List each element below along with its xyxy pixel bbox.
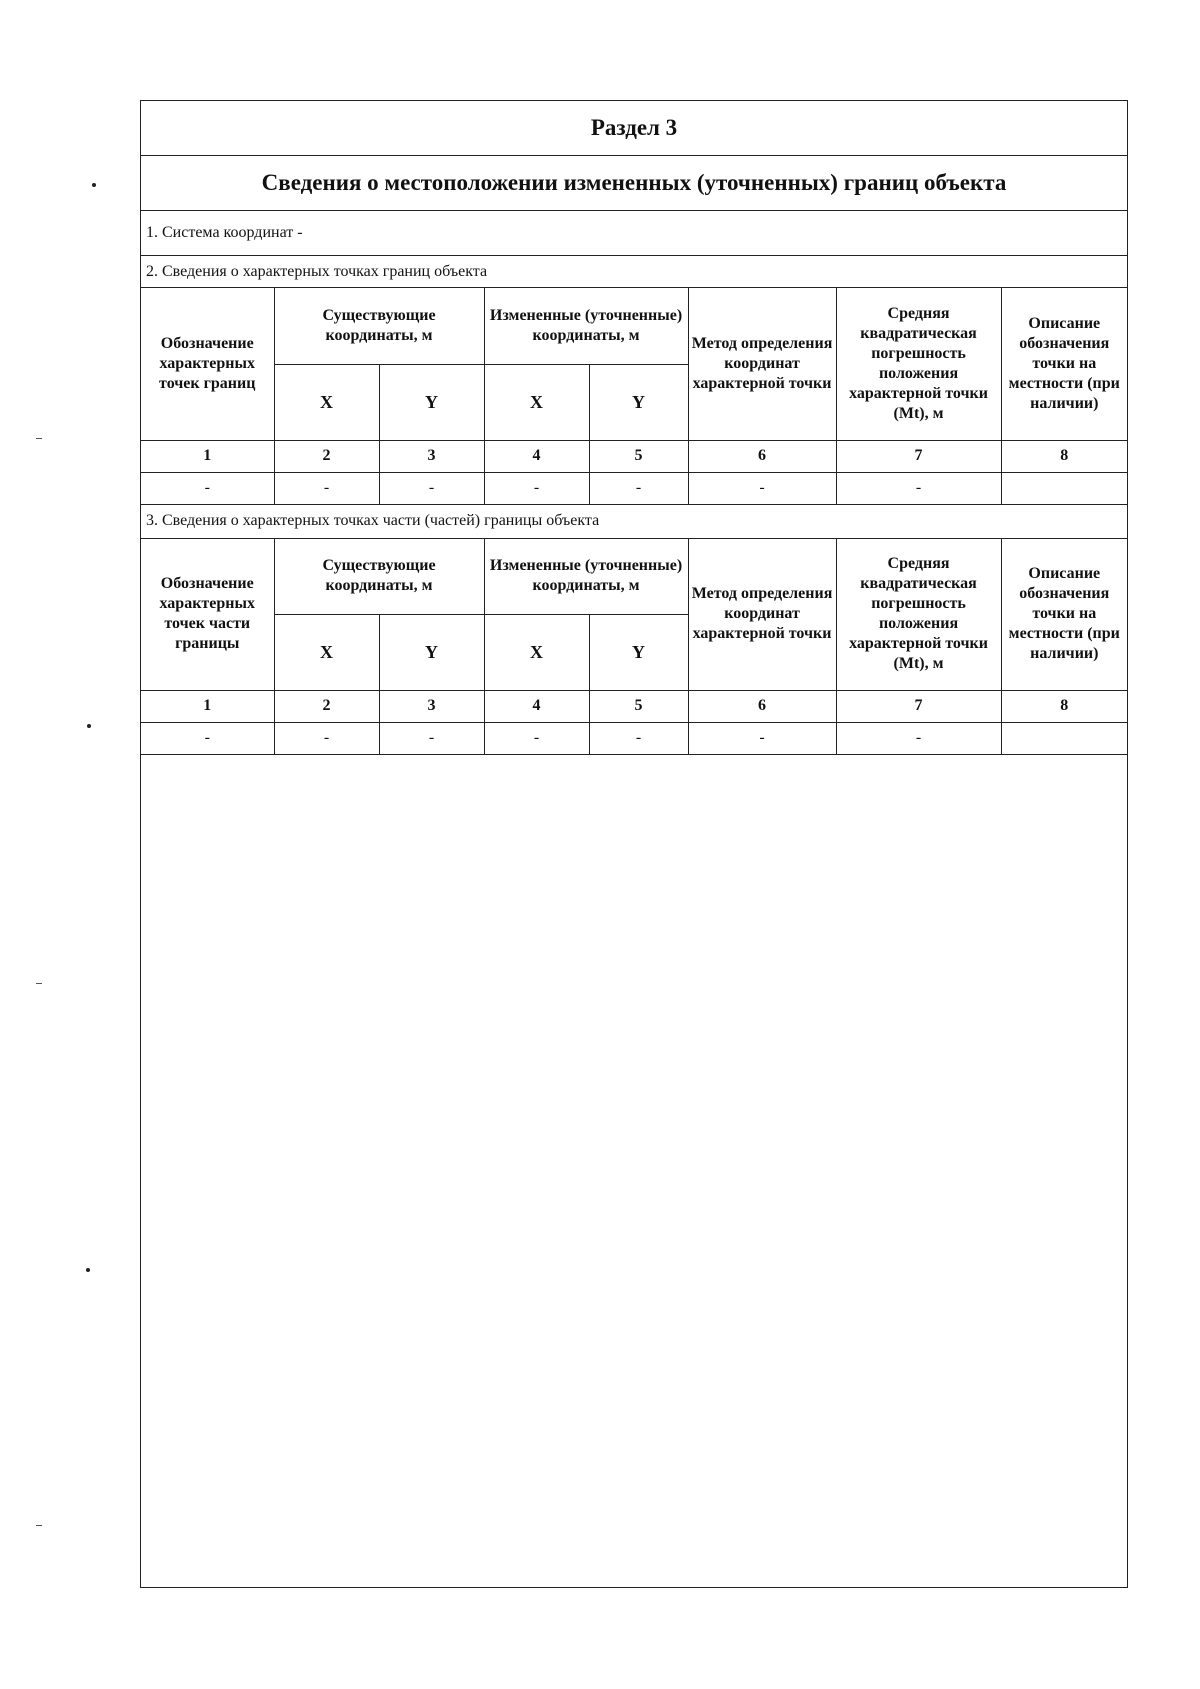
header-point-designation: Обозначение характерных точек границ <box>141 288 274 440</box>
margin-dot <box>92 183 96 187</box>
column-number: 8 <box>1001 440 1127 472</box>
table-cell: - <box>836 472 1001 504</box>
table-cell: - <box>589 722 688 754</box>
column-number: 1 <box>141 440 274 472</box>
header-y: Y <box>379 364 484 440</box>
column-number: 2 <box>274 440 379 472</box>
table1 <box>141 288 1127 505</box>
column-number: 3 <box>379 690 484 722</box>
header-x: X <box>274 614 379 690</box>
header-x: X <box>484 614 589 690</box>
table-cell: - <box>141 472 274 504</box>
header-x: X <box>274 364 379 440</box>
table-cell <box>1001 722 1127 754</box>
table-cell <box>1001 472 1127 504</box>
column-number: 5 <box>589 440 688 472</box>
table-cell: - <box>274 722 379 754</box>
table-cell: - <box>379 722 484 754</box>
margin-dot <box>86 1268 90 1272</box>
column-number: 7 <box>836 690 1001 722</box>
table-cell: - <box>688 722 836 754</box>
header-y: Y <box>379 614 484 690</box>
section-subtitle: Сведения о местоположении измененных (уточненных) границ объекта <box>141 156 1127 211</box>
column-number: 4 <box>484 690 589 722</box>
table-cell: - <box>484 472 589 504</box>
header-y: Y <box>589 364 688 440</box>
header-mean-error: Средняя квадратическая погрешность положения характерной точки (Mt), м <box>836 288 1001 440</box>
column-number: 8 <box>1001 690 1127 722</box>
section-frame <box>140 100 1128 1588</box>
margin-dot <box>87 724 91 728</box>
header-description: Описание обозначения точки на местности (при наличии) <box>1001 538 1127 690</box>
section-title: Раздел 3 <box>141 101 1127 156</box>
header-changed-coordinates: Измененные (уточненные) координаты, м <box>484 538 688 614</box>
table1-caption: 2. Сведения о характерных точках границ объекта <box>141 256 1127 288</box>
column-number: 3 <box>379 440 484 472</box>
column-number: 1 <box>141 690 274 722</box>
column-number: 5 <box>589 690 688 722</box>
header-existing-coordinates: Существующие координаты, м <box>274 288 484 364</box>
header-changed-coordinates: Измененные (уточненные) координаты, м <box>484 288 688 364</box>
column-number: 4 <box>484 440 589 472</box>
header-x: X <box>484 364 589 440</box>
margin-tick <box>36 438 42 439</box>
column-number: 6 <box>688 690 836 722</box>
table-cell: - <box>274 472 379 504</box>
header-description: Описание обозначения точки на местности (при наличии) <box>1001 288 1127 440</box>
table-cell: - <box>141 722 274 754</box>
table2 <box>141 538 1127 755</box>
coordinate-system: 1. Система координат - <box>141 211 1127 256</box>
column-number: 2 <box>274 690 379 722</box>
table-cell: - <box>484 722 589 754</box>
table-cell: - <box>589 472 688 504</box>
header-method: Метод определения координат характерной точки <box>688 288 836 440</box>
table-cell: - <box>379 472 484 504</box>
header-mean-error: Средняя квадратическая погрешность положения характерной точки (Mt), м <box>836 538 1001 690</box>
header-point-designation: Обозначение характерных точек части границы <box>141 538 274 690</box>
header-method: Метод определения координат характерной точки <box>688 538 836 690</box>
header-y: Y <box>589 614 688 690</box>
table2-caption: 3. Сведения о характерных точках части (частей) границы объекта <box>146 512 600 529</box>
column-number: 6 <box>688 440 836 472</box>
table-cell: - <box>688 472 836 504</box>
column-number: 7 <box>836 440 1001 472</box>
table-cell: - <box>836 722 1001 754</box>
header-existing-coordinates: Существующие координаты, м <box>274 538 484 614</box>
margin-tick <box>36 983 42 984</box>
margin-tick <box>36 1525 42 1526</box>
